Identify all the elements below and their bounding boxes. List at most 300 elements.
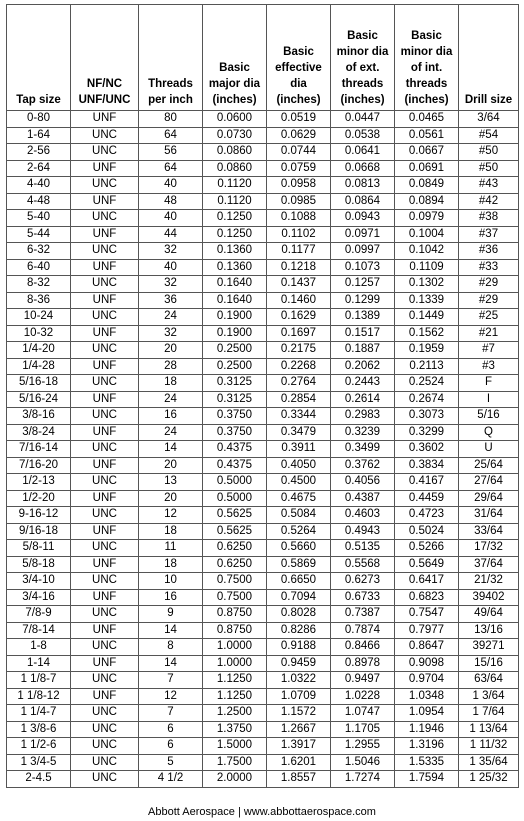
table-cell: 0.2983 [331, 408, 395, 425]
table-cell: 0.0860 [203, 160, 267, 177]
table-header-row [7, 5, 519, 111]
table-cell: 1 35/64 [459, 754, 519, 771]
table-cell: 0.0971 [331, 226, 395, 243]
table-cell: 0.1339 [395, 292, 459, 309]
table-cell: #21 [459, 325, 519, 342]
table-cell: 1.0348 [395, 688, 459, 705]
table-cell: 5/16 [459, 408, 519, 425]
table-cell: 0.5266 [395, 540, 459, 557]
table-cell: UNF [71, 292, 139, 309]
table-cell: 0.4387 [331, 490, 395, 507]
table-cell: 0.3602 [395, 441, 459, 458]
table-cell: 9-16-12 [7, 507, 71, 524]
table-cell: 7/8-14 [7, 622, 71, 639]
table-cell: 0.9188 [267, 639, 331, 656]
table-row [7, 738, 519, 755]
table-cell: 1 7/64 [459, 705, 519, 722]
table-cell: 4-40 [7, 177, 71, 194]
table-cell: 0.3750 [203, 424, 267, 441]
table-cell: Q [459, 424, 519, 441]
table-cell: 44 [139, 226, 203, 243]
table-row [7, 457, 519, 474]
table-cell: 0.3750 [203, 408, 267, 425]
table-cell: 0.8466 [331, 639, 395, 656]
table-cell: 0.1004 [395, 226, 459, 243]
table-cell: 1-8 [7, 639, 71, 656]
table-cell: 0.2268 [267, 358, 331, 375]
table-cell: 1.0954 [395, 705, 459, 722]
table-cell: 1 1/2-6 [7, 738, 71, 755]
table-cell: UNC [71, 705, 139, 722]
table-cell: 64 [139, 127, 203, 144]
table-cell: 0.7874 [331, 622, 395, 639]
table-cell: 0.3299 [395, 424, 459, 441]
table-cell: 0.0667 [395, 144, 459, 161]
table-cell: 20 [139, 342, 203, 359]
table-cell: 0-80 [7, 111, 71, 128]
table-cell: 0.3762 [331, 457, 395, 474]
table-cell: 6-32 [7, 243, 71, 260]
table-cell: 0.0519 [267, 111, 331, 128]
table-cell: 0.1042 [395, 243, 459, 260]
column-header: Tap size [7, 5, 71, 111]
table-cell: 29/64 [459, 490, 519, 507]
table-cell: 0.3073 [395, 408, 459, 425]
table-cell: 3/64 [459, 111, 519, 128]
table-cell: 0.7094 [267, 589, 331, 606]
table-cell: 17/32 [459, 540, 519, 557]
table-cell: 1.3196 [395, 738, 459, 755]
table-cell: 1.7500 [203, 754, 267, 771]
table-row [7, 540, 519, 557]
table-row [7, 210, 519, 227]
table-row [7, 391, 519, 408]
table-cell: 18 [139, 375, 203, 392]
table-row [7, 672, 519, 689]
column-header: Basic major dia (inches) [203, 5, 267, 111]
table-cell: 0.0759 [267, 160, 331, 177]
table-cell: 10-24 [7, 309, 71, 326]
table-cell: 1 3/4-5 [7, 754, 71, 771]
table-cell: 0.9098 [395, 655, 459, 672]
table-cell: 0.1109 [395, 259, 459, 276]
table-cell: 18 [139, 523, 203, 540]
table-row [7, 160, 519, 177]
table-cell: 0.2500 [203, 358, 267, 375]
table-row [7, 573, 519, 590]
table-cell: 5-44 [7, 226, 71, 243]
table-cell: 1.1705 [331, 721, 395, 738]
table-row [7, 754, 519, 771]
table-cell: 9/16-18 [7, 523, 71, 540]
table-cell: 0.7500 [203, 589, 267, 606]
table-cell: UNF [71, 457, 139, 474]
table-cell: 0.3479 [267, 424, 331, 441]
table-cell: #38 [459, 210, 519, 227]
table-cell: 0.1389 [331, 309, 395, 326]
table-cell: 1/4-28 [7, 358, 71, 375]
table-cell: 0.0447 [331, 111, 395, 128]
table-cell: 1.0709 [267, 688, 331, 705]
table-cell: 80 [139, 111, 203, 128]
table-row [7, 193, 519, 210]
table-cell: 0.8028 [267, 606, 331, 623]
table-cell: 1 1/8-7 [7, 672, 71, 689]
table-cell: 0.4943 [331, 523, 395, 540]
table-cell: 0.0860 [203, 144, 267, 161]
table-cell: 21/32 [459, 573, 519, 590]
table-cell: 0.1460 [267, 292, 331, 309]
table-row [7, 276, 519, 293]
table-cell: UNC [71, 573, 139, 590]
table-cell: 0.5135 [331, 540, 395, 557]
table-cell: 0.9704 [395, 672, 459, 689]
table-cell: 0.1449 [395, 309, 459, 326]
table-cell: UNC [71, 639, 139, 656]
table-cell: 7 [139, 705, 203, 722]
table-cell: UNC [71, 507, 139, 524]
table-cell: 0.4675 [267, 490, 331, 507]
table-cell: 14 [139, 622, 203, 639]
table-cell: UNC [71, 606, 139, 623]
table-cell: 6 [139, 721, 203, 738]
table-cell: 1.6201 [267, 754, 331, 771]
table-cell: 1.8557 [267, 771, 331, 788]
table-cell: 0.6650 [267, 573, 331, 590]
table-cell: 48 [139, 193, 203, 210]
table-cell: #54 [459, 127, 519, 144]
table-row [7, 358, 519, 375]
table-cell: 20 [139, 457, 203, 474]
table-cell: 2-4.5 [7, 771, 71, 788]
table-cell: 1.7274 [331, 771, 395, 788]
table-cell: 1/2-13 [7, 474, 71, 491]
table-cell: 1 1/8-12 [7, 688, 71, 705]
table-cell: 39271 [459, 639, 519, 656]
table-cell: 39402 [459, 589, 519, 606]
table-cell: 1.2500 [203, 705, 267, 722]
table-cell: 40 [139, 210, 203, 227]
table-cell: 0.7500 [203, 573, 267, 590]
column-header: NF/NC UNF/UNC [71, 5, 139, 111]
table-row [7, 259, 519, 276]
table-cell: 1.0000 [203, 655, 267, 672]
table-cell: #36 [459, 243, 519, 260]
table-cell: 0.1250 [203, 210, 267, 227]
table-cell: 0.2674 [395, 391, 459, 408]
table-cell: 4 1/2 [139, 771, 203, 788]
table-cell: 18 [139, 556, 203, 573]
table-row [7, 639, 519, 656]
table-cell: 14 [139, 655, 203, 672]
table-cell: UNC [71, 309, 139, 326]
table-cell: 16 [139, 589, 203, 606]
table-cell: 1.3917 [267, 738, 331, 755]
table-cell: #50 [459, 144, 519, 161]
table-cell: 0.6273 [331, 573, 395, 590]
table-cell: UNC [71, 342, 139, 359]
table-cell: 0.1629 [267, 309, 331, 326]
table-cell: 8 [139, 639, 203, 656]
table-cell: 0.3125 [203, 375, 267, 392]
table-cell: 0.7547 [395, 606, 459, 623]
table-cell: 7/8-9 [7, 606, 71, 623]
table-cell: 0.0641 [331, 144, 395, 161]
table-cell: 0.2443 [331, 375, 395, 392]
table-cell: 0.0600 [203, 111, 267, 128]
table-row [7, 688, 519, 705]
table-cell: 0.1302 [395, 276, 459, 293]
table-cell: 1/2-20 [7, 490, 71, 507]
table-cell: 0.4375 [203, 457, 267, 474]
table-cell: #50 [459, 160, 519, 177]
table-cell: 0.0943 [331, 210, 395, 227]
table-cell: 49/64 [459, 606, 519, 623]
table-cell: 0.0864 [331, 193, 395, 210]
table-cell: 28 [139, 358, 203, 375]
table-cell: #3 [459, 358, 519, 375]
table-cell: 1.3750 [203, 721, 267, 738]
table-cell: 0.0997 [331, 243, 395, 260]
table-cell: 7/16-20 [7, 457, 71, 474]
table-cell: UNC [71, 672, 139, 689]
table-row [7, 474, 519, 491]
table-cell: 0.0985 [267, 193, 331, 210]
table-cell: 4-48 [7, 193, 71, 210]
table-cell: 1.7594 [395, 771, 459, 788]
table-cell: 0.5625 [203, 507, 267, 524]
table-cell: 0.1900 [203, 309, 267, 326]
table-cell: 0.4167 [395, 474, 459, 491]
table-cell: 0.6733 [331, 589, 395, 606]
table-cell: #33 [459, 259, 519, 276]
table-cell: 0.3125 [203, 391, 267, 408]
table-cell: 0.1959 [395, 342, 459, 359]
table-cell: 40 [139, 177, 203, 194]
table-row [7, 408, 519, 425]
table-cell: 0.1250 [203, 226, 267, 243]
table-cell: 36 [139, 292, 203, 309]
table-cell: UNC [71, 738, 139, 755]
table-cell: UNF [71, 259, 139, 276]
table-cell: 2-64 [7, 160, 71, 177]
table-cell: 0.5869 [267, 556, 331, 573]
table-row [7, 309, 519, 326]
table-cell: 0.4459 [395, 490, 459, 507]
table-cell: 0.1120 [203, 193, 267, 210]
table-cell: UNF [71, 556, 139, 573]
table-cell: UNC [71, 540, 139, 557]
table-cell: UNF [71, 325, 139, 342]
table-cell: I [459, 391, 519, 408]
table-cell: UNF [71, 111, 139, 128]
table-cell: #25 [459, 309, 519, 326]
table-row [7, 705, 519, 722]
footer-caption: Abbott Aerospace | www.abbottaerospace.com [148, 806, 376, 818]
thread-size-table [6, 4, 519, 788]
table-cell: 5-40 [7, 210, 71, 227]
table-cell: 13 [139, 474, 203, 491]
table-cell: 0.5000 [203, 490, 267, 507]
table-cell: 0.1120 [203, 177, 267, 194]
table-cell: 3/4-10 [7, 573, 71, 590]
table-cell: 3/8-16 [7, 408, 71, 425]
table-cell: 24 [139, 391, 203, 408]
table-cell: 0.7977 [395, 622, 459, 639]
table-cell: 0.1299 [331, 292, 395, 309]
table-cell: 5/8-18 [7, 556, 71, 573]
table-cell: 16 [139, 408, 203, 425]
table-cell: UNC [71, 771, 139, 788]
table-row [7, 441, 519, 458]
table-cell: 2-56 [7, 144, 71, 161]
table-cell: 1 25/32 [459, 771, 519, 788]
table-cell: 0.3344 [267, 408, 331, 425]
table-cell: 0.2764 [267, 375, 331, 392]
table-cell: UNF [71, 160, 139, 177]
table-cell: 1.1250 [203, 688, 267, 705]
table-row [7, 342, 519, 359]
table-cell: 64 [139, 160, 203, 177]
table-cell: 1.5000 [203, 738, 267, 755]
table-cell: 0.1437 [267, 276, 331, 293]
table-cell: 5/16-24 [7, 391, 71, 408]
table-row [7, 589, 519, 606]
table-cell: UNC [71, 754, 139, 771]
table-cell: 0.8750 [203, 622, 267, 639]
table-row [7, 243, 519, 260]
table-cell: 1-14 [7, 655, 71, 672]
table-cell: 0.1887 [331, 342, 395, 359]
table-row [7, 127, 519, 144]
table-cell: 24 [139, 309, 203, 326]
table-cell: 24 [139, 424, 203, 441]
table-row [7, 111, 519, 128]
table-cell: 0.0730 [203, 127, 267, 144]
table-cell: 1.0322 [267, 672, 331, 689]
table-cell: UNC [71, 276, 139, 293]
table-cell: 0.1102 [267, 226, 331, 243]
table-cell: 12 [139, 688, 203, 705]
table-cell: UNF [71, 358, 139, 375]
table-cell: 0.0849 [395, 177, 459, 194]
table-cell: 0.2524 [395, 375, 459, 392]
table-cell: 0.4603 [331, 507, 395, 524]
table-row [7, 292, 519, 309]
table-cell: UNC [71, 441, 139, 458]
table-row [7, 771, 519, 788]
table-cell: 0.2500 [203, 342, 267, 359]
table-cell: 0.0538 [331, 127, 395, 144]
table-cell: 14 [139, 441, 203, 458]
table-cell: 0.5000 [203, 474, 267, 491]
table-cell: 0.0691 [395, 160, 459, 177]
table-cell: 0.6417 [395, 573, 459, 590]
table-cell: 0.8286 [267, 622, 331, 639]
table-cell: 32 [139, 243, 203, 260]
table-cell: 2.0000 [203, 771, 267, 788]
table-cell: 9 [139, 606, 203, 623]
table-cell: 0.1640 [203, 276, 267, 293]
table-cell: 13/16 [459, 622, 519, 639]
table-cell: UNC [71, 375, 139, 392]
table-cell: 1 3/8-6 [7, 721, 71, 738]
table-cell: 0.3239 [331, 424, 395, 441]
table-cell: UNF [71, 589, 139, 606]
table-cell: 0.0979 [395, 210, 459, 227]
table-body [7, 111, 519, 788]
table-cell: 1 1/4-7 [7, 705, 71, 722]
table-cell: 7/16-14 [7, 441, 71, 458]
table-cell: 0.0629 [267, 127, 331, 144]
table-cell: 0.2113 [395, 358, 459, 375]
table-cell: 0.5660 [267, 540, 331, 557]
column-header: Threads per inch [139, 5, 203, 111]
table-cell: 20 [139, 490, 203, 507]
table-cell: UNF [71, 523, 139, 540]
table-cell: UNC [71, 144, 139, 161]
table-cell: 1.0228 [331, 688, 395, 705]
table-cell: 0.6250 [203, 556, 267, 573]
table-cell: 1.0000 [203, 639, 267, 656]
table-cell: 0.1177 [267, 243, 331, 260]
table-cell: 0.0465 [395, 111, 459, 128]
table-cell: UNC [71, 474, 139, 491]
table-cell: 1 3/64 [459, 688, 519, 705]
table-cell: 1 13/64 [459, 721, 519, 738]
table-cell: 0.5649 [395, 556, 459, 573]
table-cell: UNC [71, 721, 139, 738]
table-cell: UNF [71, 490, 139, 507]
table-cell: 1.1572 [267, 705, 331, 722]
table-row [7, 144, 519, 161]
table-cell: 1 11/32 [459, 738, 519, 755]
table-cell: 0.1562 [395, 325, 459, 342]
table-cell: 32 [139, 325, 203, 342]
table-cell: 1.2955 [331, 738, 395, 755]
table-cell: #37 [459, 226, 519, 243]
table-row [7, 721, 519, 738]
table-cell: 0.5084 [267, 507, 331, 524]
table-cell: 0.1697 [267, 325, 331, 342]
table-cell: 0.1900 [203, 325, 267, 342]
thread-table-container [6, 4, 518, 788]
table-cell: #42 [459, 193, 519, 210]
table-cell: UNC [71, 408, 139, 425]
table-cell: 0.6823 [395, 589, 459, 606]
table-cell: 0.9459 [267, 655, 331, 672]
table-cell: 0.8750 [203, 606, 267, 623]
table-cell: 31/64 [459, 507, 519, 524]
table-cell: 0.6250 [203, 540, 267, 557]
table-cell: 0.8978 [331, 655, 395, 672]
table-cell: 1.2667 [267, 721, 331, 738]
table-row [7, 507, 519, 524]
table-cell: 3/4-16 [7, 589, 71, 606]
table-cell: 0.8647 [395, 639, 459, 656]
table-cell: 11 [139, 540, 203, 557]
table-cell: 0.1517 [331, 325, 395, 342]
table-cell: 10 [139, 573, 203, 590]
table-cell: UNF [71, 226, 139, 243]
table-row [7, 177, 519, 194]
table-cell: 0.4056 [331, 474, 395, 491]
table-cell: 8-32 [7, 276, 71, 293]
table-cell: 0.1073 [331, 259, 395, 276]
column-header: Basic minor dia of int. threads (inches) [395, 5, 459, 111]
table-cell: 1.1250 [203, 672, 267, 689]
table-cell: #7 [459, 342, 519, 359]
